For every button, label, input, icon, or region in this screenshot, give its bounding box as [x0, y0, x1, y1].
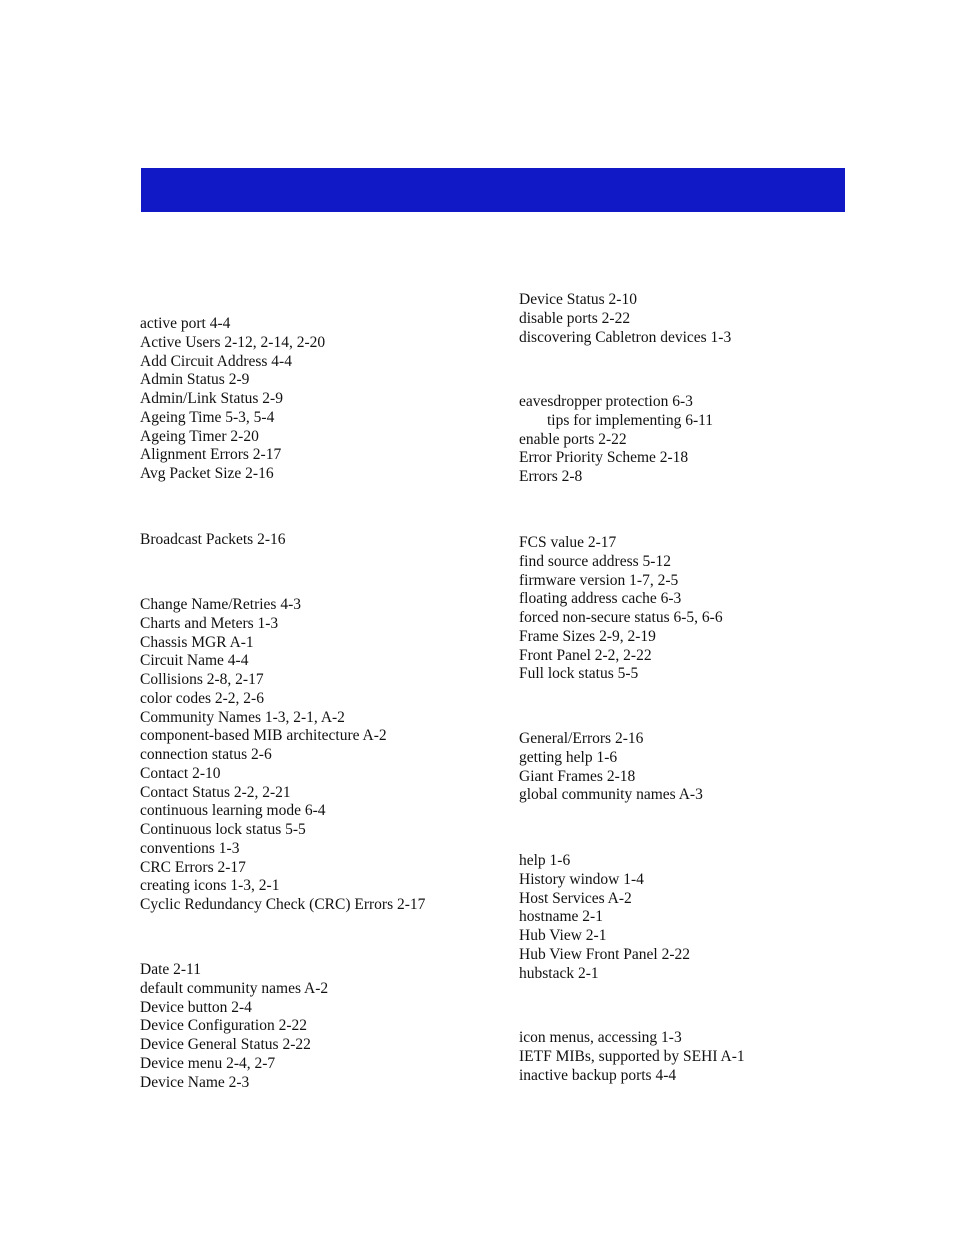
- index-entry: Device Name 2-3: [140, 1073, 250, 1091]
- index-entry: active port 4-4: [140, 315, 231, 332]
- index-group: [140, 531, 286, 550]
- index-entry: disable ports 2-22: [519, 309, 631, 327]
- index-entry: continuous learning mode 6-4: [140, 802, 326, 820]
- index-entry: Frame Sizes 2-9, 2-19: [519, 627, 656, 645]
- index-entry: Community Names 1-3, 2-1, A-2: [140, 708, 345, 726]
- index-entry: floating address cache 6-3: [519, 590, 682, 608]
- index-entry: Change Name/Retries 4-3: [140, 596, 301, 613]
- index-entry: FCS value 2-17: [519, 534, 617, 551]
- index-group: [140, 596, 425, 915]
- index-entry: eavesdropper protection 6-3: [519, 393, 693, 410]
- index-entry: Ageing Timer 2-20: [140, 427, 259, 445]
- index-entry: Continuous lock status 5-5: [140, 821, 306, 838]
- index-entry: History window 1-4: [519, 870, 644, 888]
- index-entry: General/Errors 2-16: [519, 730, 644, 747]
- index-group: [519, 534, 723, 684]
- index-entry: discovering Cabletron devices 1-3: [519, 328, 732, 346]
- index-entry: getting help 1-6: [519, 748, 618, 766]
- index-entry: icon menus, accessing 1-3: [519, 1029, 682, 1046]
- index-entry: firmware version 1-7, 2-5: [519, 571, 679, 589]
- index-group: [519, 393, 713, 487]
- index-entry: Device Status 2-10: [519, 291, 637, 308]
- index-entry: creating icons 1-3, 2-1: [140, 877, 280, 895]
- index-entry: hostname 2-1: [519, 908, 603, 926]
- index-entry: Giant Frames 2-18: [519, 767, 636, 785]
- index-entry: Add Circuit Address 4-4: [140, 352, 292, 370]
- index-entry: color codes 2-2, 2-6: [140, 689, 264, 707]
- index-entry: default community names A-2: [140, 979, 329, 997]
- index-entry: Contact Status 2-2, 2-21: [140, 783, 291, 801]
- index-entry: Full lock status 5-5: [519, 665, 639, 683]
- index-entry: find source address 5-12: [519, 552, 671, 570]
- index-entry: connection status 2-6: [140, 746, 272, 763]
- index-group: [519, 730, 703, 805]
- index-group: [519, 291, 731, 347]
- index-group: [140, 315, 325, 484]
- index-entry: Errors 2-8: [519, 468, 583, 485]
- index-entry: Alignment Errors 2-17: [140, 446, 282, 464]
- index-entry: forced non-secure status 6-5, 6-6: [519, 609, 723, 626]
- index-entry: Device General Status 2-22: [140, 1036, 311, 1053]
- index-entry: Hub View Front Panel 2-22: [519, 945, 690, 963]
- index-entry: Admin Status 2-9: [140, 371, 250, 389]
- index-entry: component-based MIB architecture A-2: [140, 727, 387, 745]
- index-entry: Host Services A-2: [519, 889, 632, 907]
- index-entry: Device Configuration 2-22: [140, 1017, 308, 1035]
- index-entry: help 1-6: [519, 852, 571, 869]
- header-bar: [141, 168, 845, 212]
- index-entry: Device button 2-4: [140, 998, 252, 1016]
- index-entry: conventions 1-3: [140, 839, 240, 857]
- index-entry: Broadcast Packets 2-16: [140, 531, 286, 548]
- index-entry: Collisions 2-8, 2-17: [140, 671, 264, 688]
- index-group: [519, 852, 690, 983]
- index-entry: Hub View 2-1: [519, 927, 607, 944]
- index-group: [140, 961, 328, 1092]
- index-entry: IETF MIBs, supported by SEHI A-1: [519, 1047, 745, 1065]
- index-entry: Circuit Name 4-4: [140, 652, 249, 670]
- index-entry: Avg Packet Size 2-16: [140, 465, 274, 482]
- index-entry: Active Users 2-12, 2-14, 2-20: [140, 333, 326, 351]
- index-entry: Chassis MGR A-1: [140, 633, 254, 651]
- index-entry: Cyclic Redundancy Check (CRC) Errors 2-17: [140, 896, 426, 913]
- index-entry: Contact 2-10: [140, 764, 221, 782]
- index-entry: enable ports 2-22: [519, 430, 627, 448]
- index-entry: global community names A-3: [519, 786, 703, 804]
- index-entry: Error Priority Scheme 2-18: [519, 449, 689, 467]
- index-entry: Admin/Link Status 2-9: [140, 390, 283, 407]
- index-entry: hubstack 2-1: [519, 964, 599, 982]
- index-entry: Front Panel 2-2, 2-22: [519, 646, 652, 664]
- index-group: [519, 1029, 745, 1085]
- index-entry: Device menu 2-4, 2-7: [140, 1054, 276, 1072]
- index-entry: Charts and Meters 1-3: [140, 614, 279, 632]
- index-entry: Date 2-11: [140, 961, 201, 978]
- index-entry: Ageing Time 5-3, 5-4: [140, 408, 275, 426]
- index-entry: CRC Errors 2-17: [140, 858, 246, 876]
- index-subentry: tips for implementing 6-11: [547, 411, 714, 429]
- index-entry: inactive backup ports 4-4: [519, 1066, 677, 1084]
